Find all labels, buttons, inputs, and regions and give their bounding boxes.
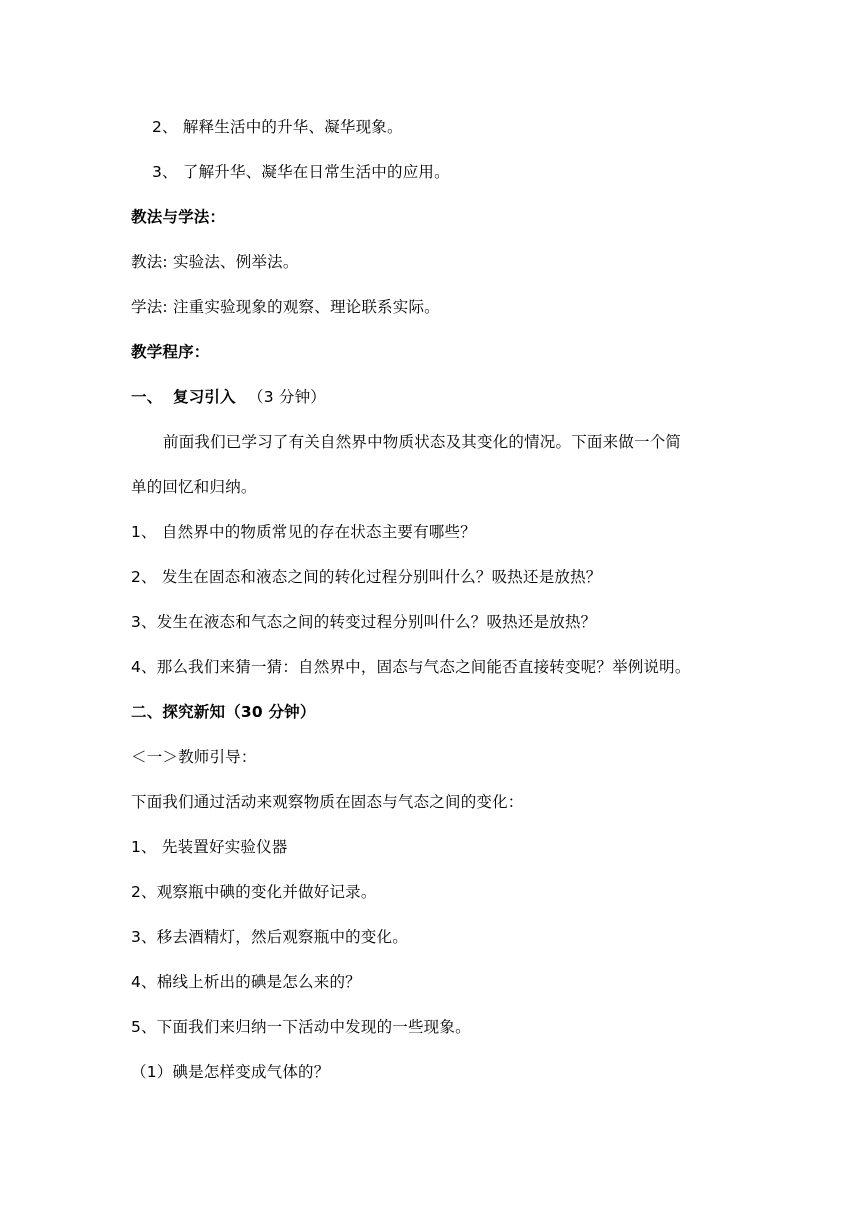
activity-intro-text: 下面我们通过活动来观察物质在固态与气态之间的变化： (131, 793, 524, 811)
section-1-number: 一、 (131, 388, 163, 406)
section-2-title: 二、探究新知（30 分钟） (131, 703, 316, 721)
review-question-2: 2、 发生在固态和液态之间的转化过程分别叫什么？吸热还是放热？ (131, 568, 602, 586)
methods-heading: 教法与学法： (131, 208, 226, 226)
review-question-1: 1、 自然界中的物质常见的存在状态主要有哪些？ (131, 523, 476, 541)
teacher-guide-heading: ＜一＞教师引导： (131, 748, 257, 766)
intro-paragraph-line-1: 前面我们已学习了有关自然界中物质状态及其变化的情况。下面来做一个简 (163, 433, 682, 451)
activity-step-4: 4、棉线上析出的碘是怎么来的？ (131, 973, 361, 991)
section-1-duration: （3 分钟） (248, 388, 326, 406)
learning-method-text: 学法: 注重实验现象的观察、理论联系实际。 (131, 298, 440, 316)
intro-paragraph-line-2: 单的回忆和归纳。 (131, 478, 257, 496)
review-question-4: 4、那么我们来猜一猜：自然界中，固态与气态之间能否直接转变呢？举例说明。 (131, 658, 691, 676)
sub-question-1: （1）碘是怎样变成气体的？ (131, 1063, 330, 1081)
activity-step-1: 1、 先装置好实验仪器 (131, 838, 288, 856)
procedure-heading: 教学程序： (131, 343, 210, 361)
activity-step-3: 3、移去酒精灯，然后观察瓶中的变化。 (131, 928, 408, 946)
section-1-title: 复习引入 (173, 388, 236, 406)
activity-step-5: 5、下面我们来归纳一下活动中发现的一些现象。 (131, 1018, 471, 1036)
teaching-method-text: 教法: 实验法、例举法。 (131, 253, 299, 271)
activity-step-2: 2、观察瓶中碘的变化并做好记录。 (131, 883, 377, 901)
objective-item-3: 3、 了解升华、凝华在日常生活中的应用。 (152, 163, 450, 181)
review-question-3: 3、发生在液态和气态之间的转变过程分别叫什么？吸热还是放热？ (131, 613, 597, 631)
objective-item-2: 2、 解释生活中的升华、凝华现象。 (152, 118, 403, 136)
